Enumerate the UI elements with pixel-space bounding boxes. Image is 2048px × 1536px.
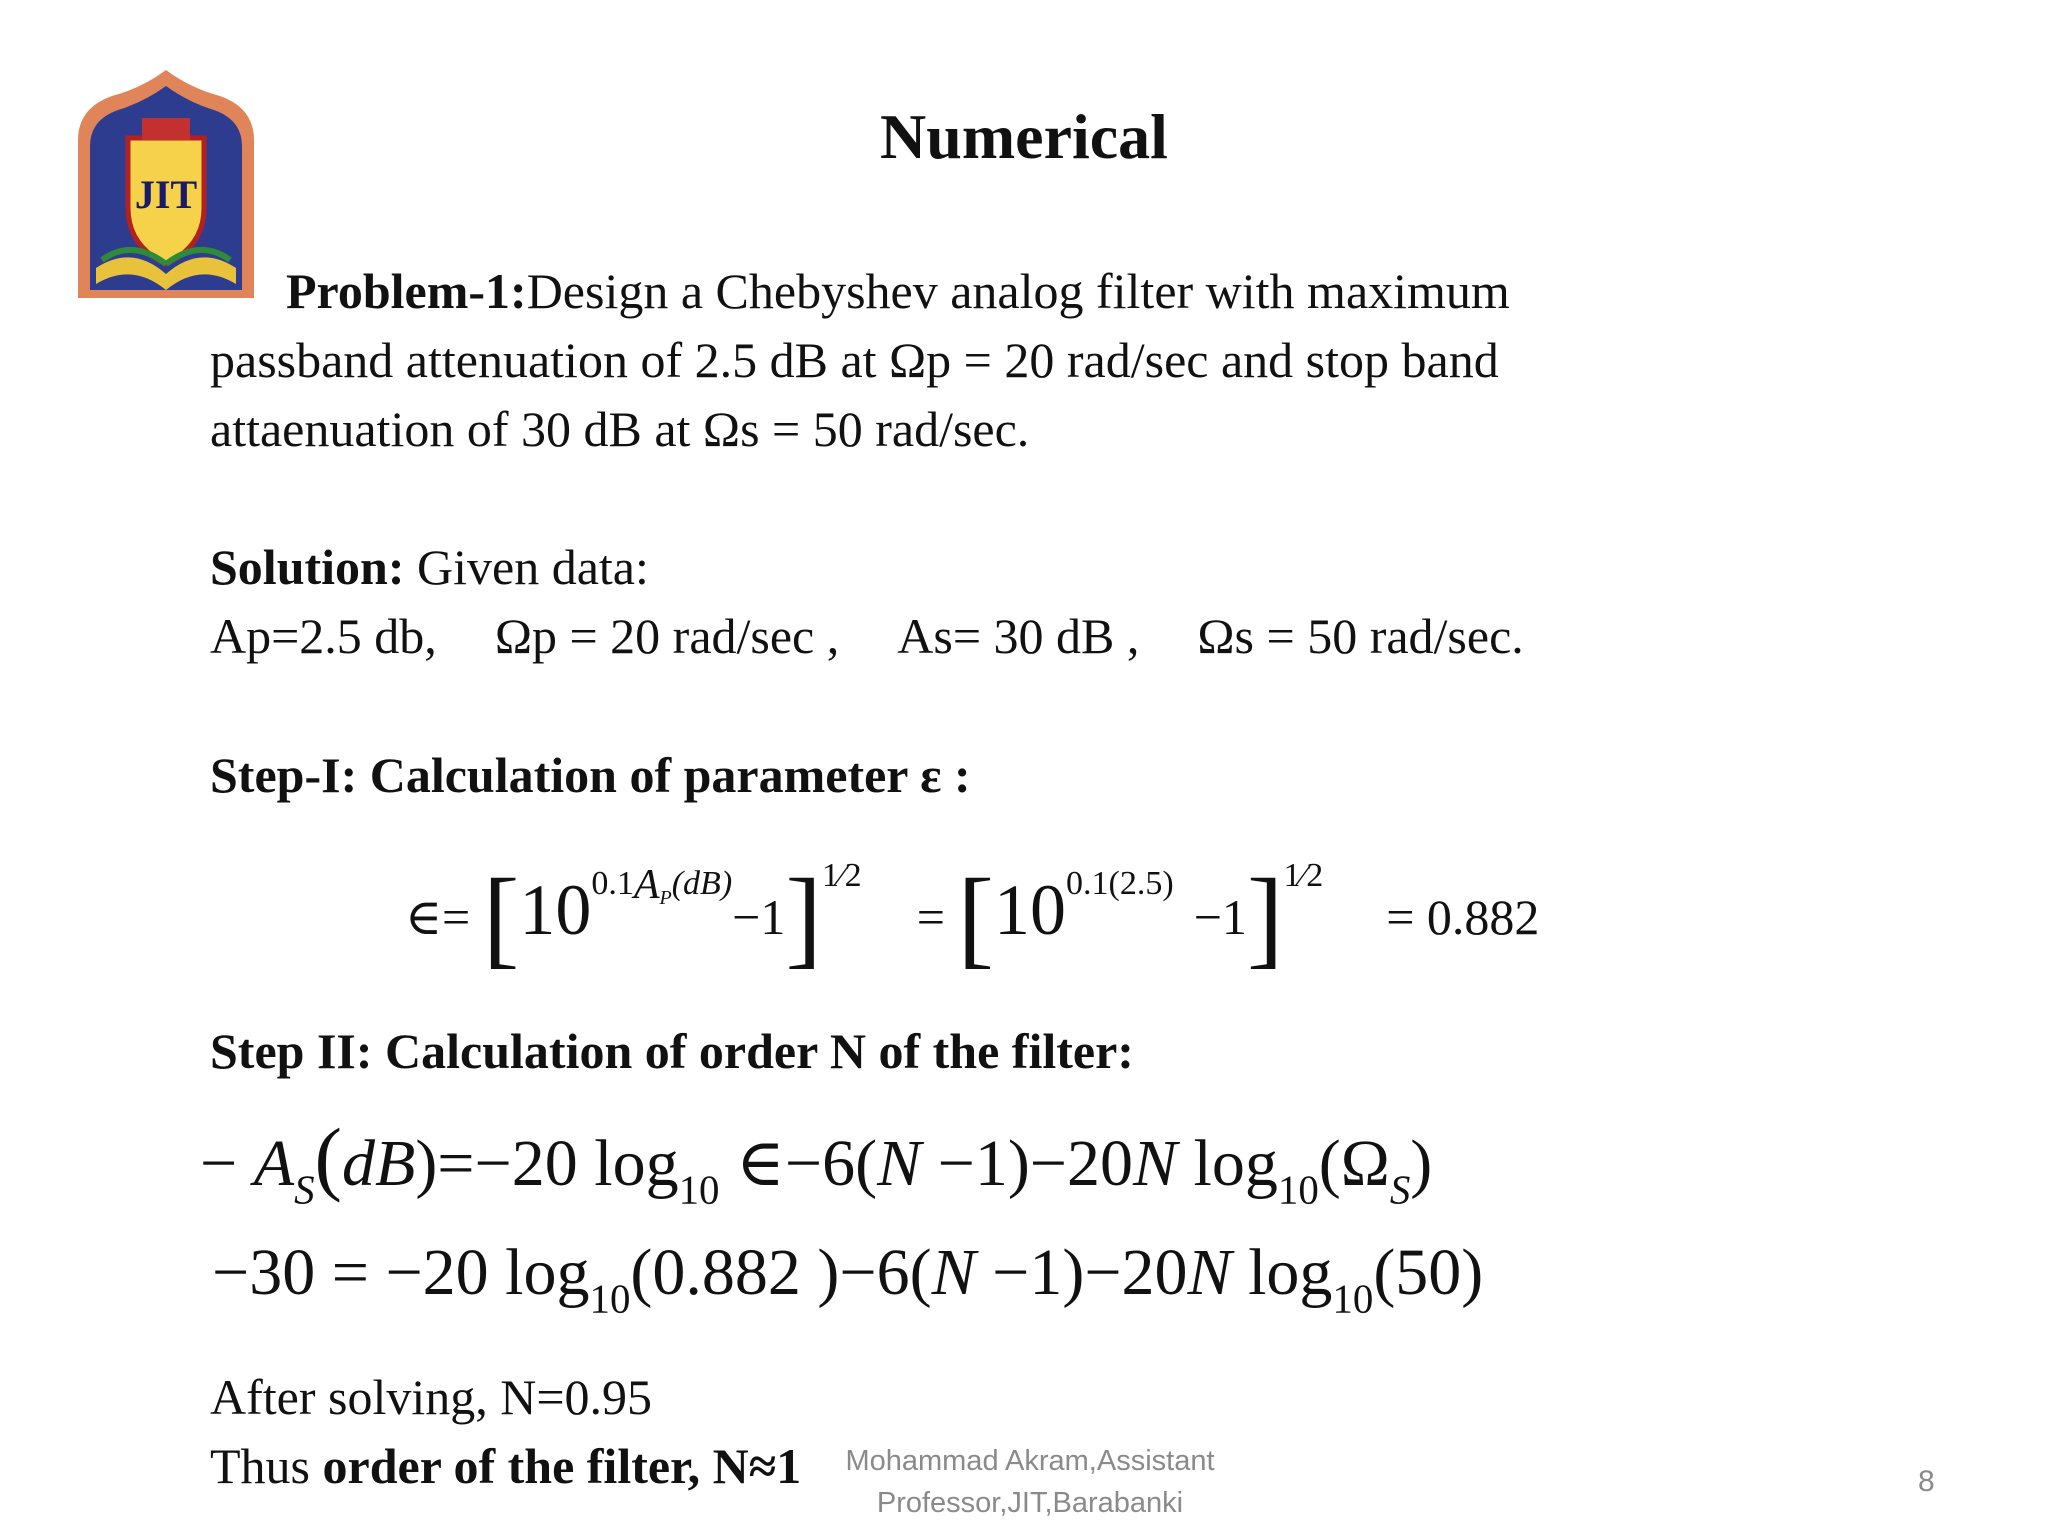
eq1-S2: S [1389,1167,1411,1213]
thus-bold: order of the filter, N≈1 [322,1438,802,1494]
bracket-open-2: [ [957,856,995,978]
given-wp: Ωp = 20 rad/sec , [494,608,840,664]
eq1-part-f: log [1177,1127,1278,1200]
problem-line-3: attaenuation of 30 dB at Ωs = 50 rad/sec. [210,401,1030,457]
eps-result: = 0.882 [1386,889,1540,945]
eq1-S: S [294,1167,315,1213]
step1-heading: Step-I: Calculation of parameter ε : [210,747,971,803]
epsilon-equation [405,836,1540,978]
eq1-part-c: )=−20 log [415,1127,679,1200]
eq1-part-g: (Ω [1318,1127,1390,1200]
eq1-sub10b: 10 [1277,1167,1319,1213]
solution-line [210,532,649,602]
eq2-part-a: −30 = −20 log [212,1236,590,1309]
eq1-part-d: ∈−6( [719,1127,878,1200]
given-as: As= 30 dB , [897,608,1140,664]
thus-prefix: Thus [210,1438,323,1494]
eq2-N2: N [1187,1236,1232,1309]
eps-dB: (dB) [671,865,733,902]
logo-text: JIT [134,172,198,217]
order-equation-1 [200,1112,1432,1235]
eq2-sub10a: 10 [589,1276,631,1322]
eps-half: 1⁄2 [822,857,862,894]
given-ap: Ap=2.5 db, [210,608,437,664]
bracket-close-2: ] [1246,856,1284,978]
solution-text: Given data: [404,539,649,595]
eq2-part-c: −1)−20 [975,1236,1188,1309]
solution-label: Solution: [210,539,405,595]
eps-base: 10 [519,870,592,950]
eps-minus1: −1 [732,889,786,945]
problem-label: Problem-1: [286,263,527,319]
eps-half-2: 1⁄2 [1283,857,1324,894]
given-data [210,601,1524,671]
eq2-sub10b: 10 [1332,1276,1374,1322]
footer-author [820,1440,1240,1524]
author-line-1: Mohammad Akram,Assistant [845,1445,1215,1477]
eq2-part-e: (50) [1373,1236,1484,1309]
eps-equals: = [916,889,945,945]
eq1-sub10a: 10 [678,1167,720,1213]
step2-heading: Step II: Calculation of order N of the filter: [210,1023,1134,1079]
eps-exp-2: 0.1(2.5) [1066,865,1174,902]
bracket-close-1: ] [785,856,822,978]
order-equation-2 [212,1228,1483,1344]
bracket-open-1: [ [482,856,520,978]
eq1-A: A [253,1127,295,1200]
eq2-N1: N [931,1236,976,1309]
eq2-part-b: (0.882 )−6( [630,1236,932,1309]
eps-lhs: ∈= [405,889,471,945]
eq1-paren: ( [314,1111,342,1203]
given-ws: Ωs = 50 rad/sec. [1197,608,1524,664]
slide-title: Numerical [880,101,1168,172]
eq1-part-e: −1)−20 [921,1127,1134,1200]
eq1-part-a: − [200,1127,254,1200]
eq2-part-d: log [1231,1236,1333,1309]
eq1-dB: dB [342,1127,416,1200]
eq1-N2: N [1133,1127,1178,1200]
eps-minus1b: −1 [1193,889,1247,945]
eq1-N1: N [877,1127,922,1200]
problem-text-1: Design a Chebyshev analog filter with maximum [526,263,1510,319]
page-number: 8 [1918,1465,1935,1498]
eps-P: P [659,887,672,909]
author-line-2: Professor,JIT,Barabanki [876,1487,1184,1519]
thus-line [210,1431,801,1501]
problem-line-1 [286,256,1510,326]
eps-base-2: 10 [994,870,1067,950]
eps-exp-1: 0.1 [591,865,634,902]
eq1-part-h: ) [1410,1127,1433,1200]
after-solving: After solving, N=0.95 [210,1369,653,1425]
problem-line-2: passband attenuation of 2.5 dB at Ωp = 20 rad/sec and stop band [210,332,1499,388]
eps-A: A [633,862,660,908]
